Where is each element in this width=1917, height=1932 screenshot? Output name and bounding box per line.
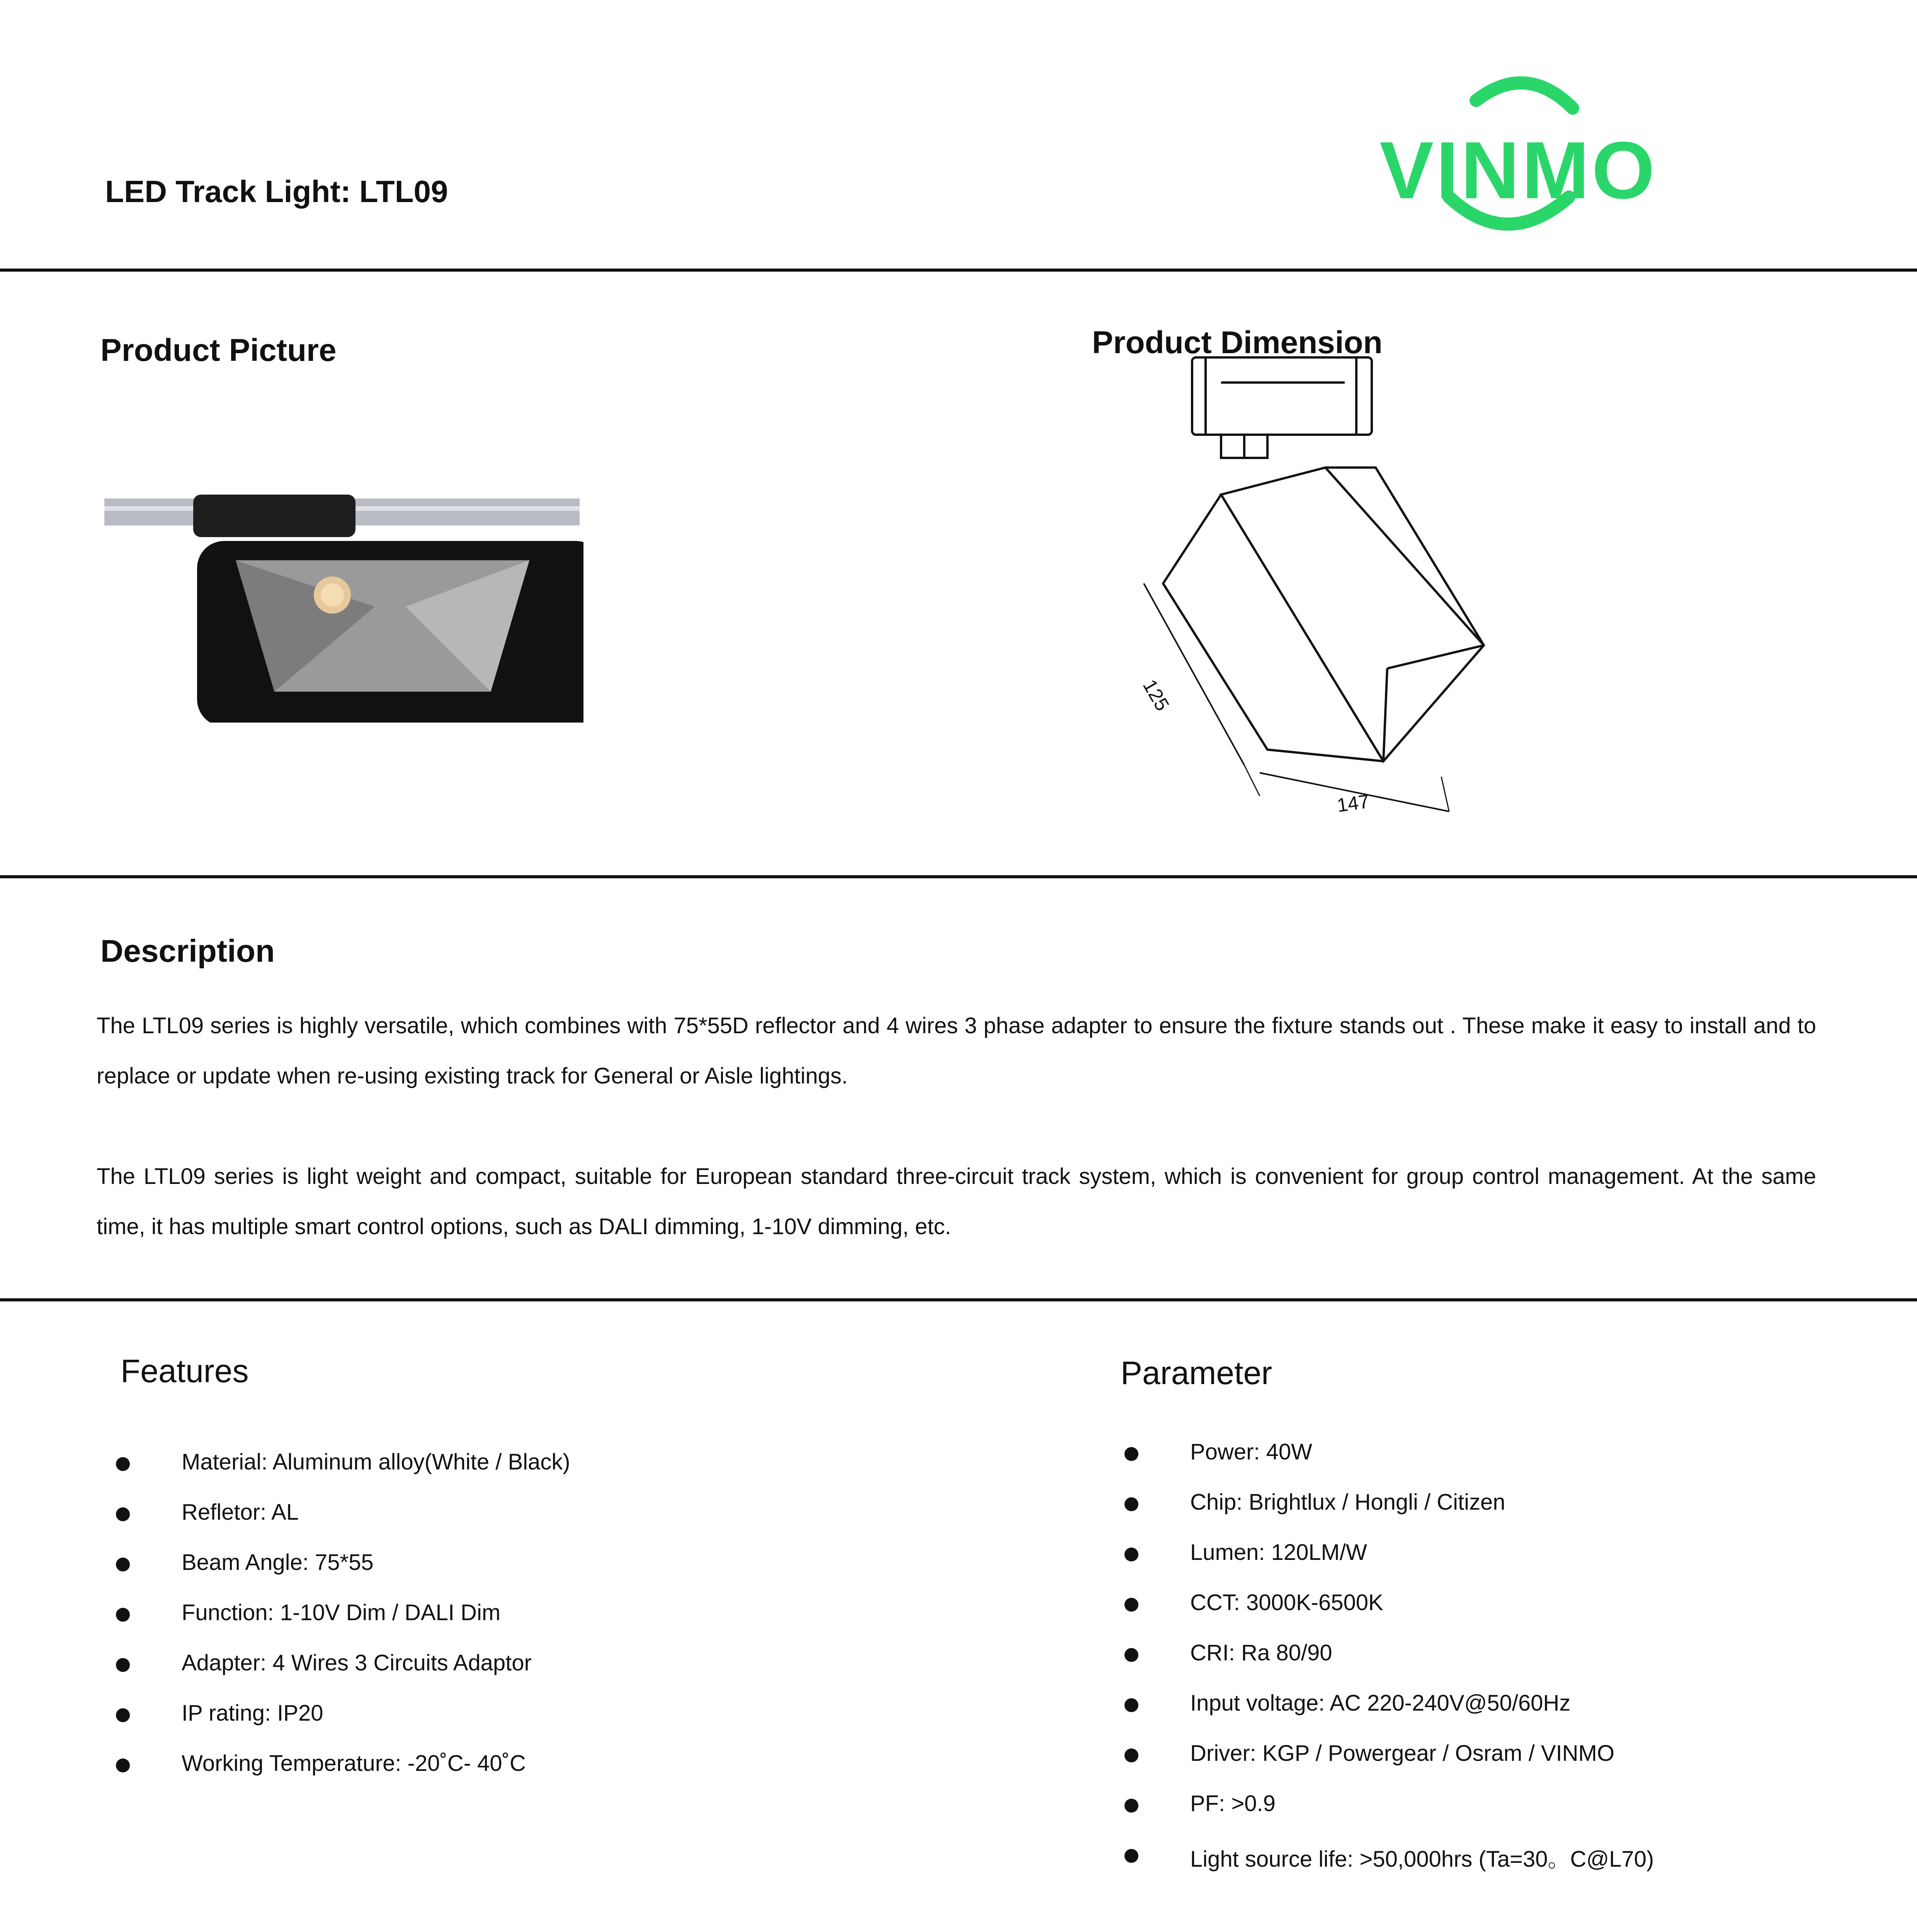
bullet-icon <box>116 1558 130 1571</box>
feature-item: Adapter: 4 Wires 3 Circuits Adaptor <box>182 1650 532 1675</box>
feature-item: Function: 1-10V Dim / DALI Dim <box>182 1600 501 1625</box>
feature-item: Beam Angle: 75*55 <box>182 1550 374 1575</box>
product-picture-heading: Product Picture <box>100 333 337 368</box>
parameter-item: CCT: 3000K-6500K <box>1190 1590 1383 1615</box>
product-photo <box>104 491 583 723</box>
brand-logo <box>1379 70 1658 247</box>
bullet-icon <box>116 1759 130 1772</box>
bullet-icon <box>116 1708 130 1722</box>
parameter-item: Input voltage: AC 220-240V@50/60Hz <box>1190 1690 1571 1716</box>
logo-text: VINMO <box>1379 125 1657 216</box>
divider <box>0 875 1917 878</box>
divider <box>0 1298 1917 1301</box>
parameter-item: Light source life: >50,000hrs (Ta=30。C@L70) <box>1190 1847 1654 1872</box>
dimension-length-label: 125 <box>1138 675 1174 715</box>
bullet-icon <box>1124 1849 1138 1863</box>
bullet-icon <box>116 1608 130 1622</box>
bullet-icon <box>1124 1799 1138 1813</box>
feature-item: Working Temperature: -20˚C- 40˚C <box>182 1751 526 1776</box>
bullet-icon <box>116 1658 130 1672</box>
product-dimension-heading: Product Dimension <box>1092 325 1383 360</box>
feature-item: Refletor: AL <box>182 1500 299 1525</box>
features-heading: Features <box>121 1353 249 1389</box>
bullet-icon <box>1124 1648 1138 1662</box>
parameter-item: PF: >0.9 <box>1190 1791 1276 1816</box>
feature-item: IP rating: IP20 <box>182 1701 323 1726</box>
bullet-icon <box>1124 1748 1138 1762</box>
bullet-icon <box>1124 1548 1138 1561</box>
bullet-icon <box>1124 1698 1138 1712</box>
parameter-item: Power: 40W <box>1190 1439 1312 1464</box>
parameter-item: Driver: KGP / Powergear / Osram / VINMO <box>1190 1741 1614 1766</box>
feature-item: Material: Aluminum alloy(White / Black) <box>182 1449 570 1475</box>
bullet-icon <box>1124 1447 1138 1461</box>
dimension-drawing <box>1105 352 1507 823</box>
divider <box>0 269 1917 272</box>
dimension-width-label: 147 <box>1335 790 1371 816</box>
description-paragraph: The LTL09 series is highly versatile, which combines with 75*55D reflector and 4 wires 3 phase adapter to ensure the fixture stands out . These make it easy to install and to replace or update when re-using existing track for General or Aisle lightings. <box>97 1013 1816 1088</box>
parameter-item: Lumen: 120LM/W <box>1190 1540 1367 1565</box>
parameter-item: Chip: Brightlux / Hongli / Citizen <box>1190 1490 1505 1515</box>
description-heading: Description <box>100 934 275 969</box>
parameter-item: CRI: Ra 80/90 <box>1190 1640 1332 1665</box>
bullet-icon <box>116 1457 130 1471</box>
description-paragraph: The LTL09 series is light weight and compact, suitable for European standard three-circuit track system, which is convenient for group control management. At the same time, it has multiple smart control options, such as DALI dimming, 1-10V dimming, etc. <box>97 1164 1816 1239</box>
parameter-heading: Parameter <box>1121 1355 1272 1391</box>
bullet-icon <box>1124 1497 1138 1511</box>
document-title: LED Track Light: LTL09 <box>105 174 448 209</box>
bullet-icon <box>116 1507 130 1521</box>
bullet-icon <box>1124 1598 1138 1612</box>
